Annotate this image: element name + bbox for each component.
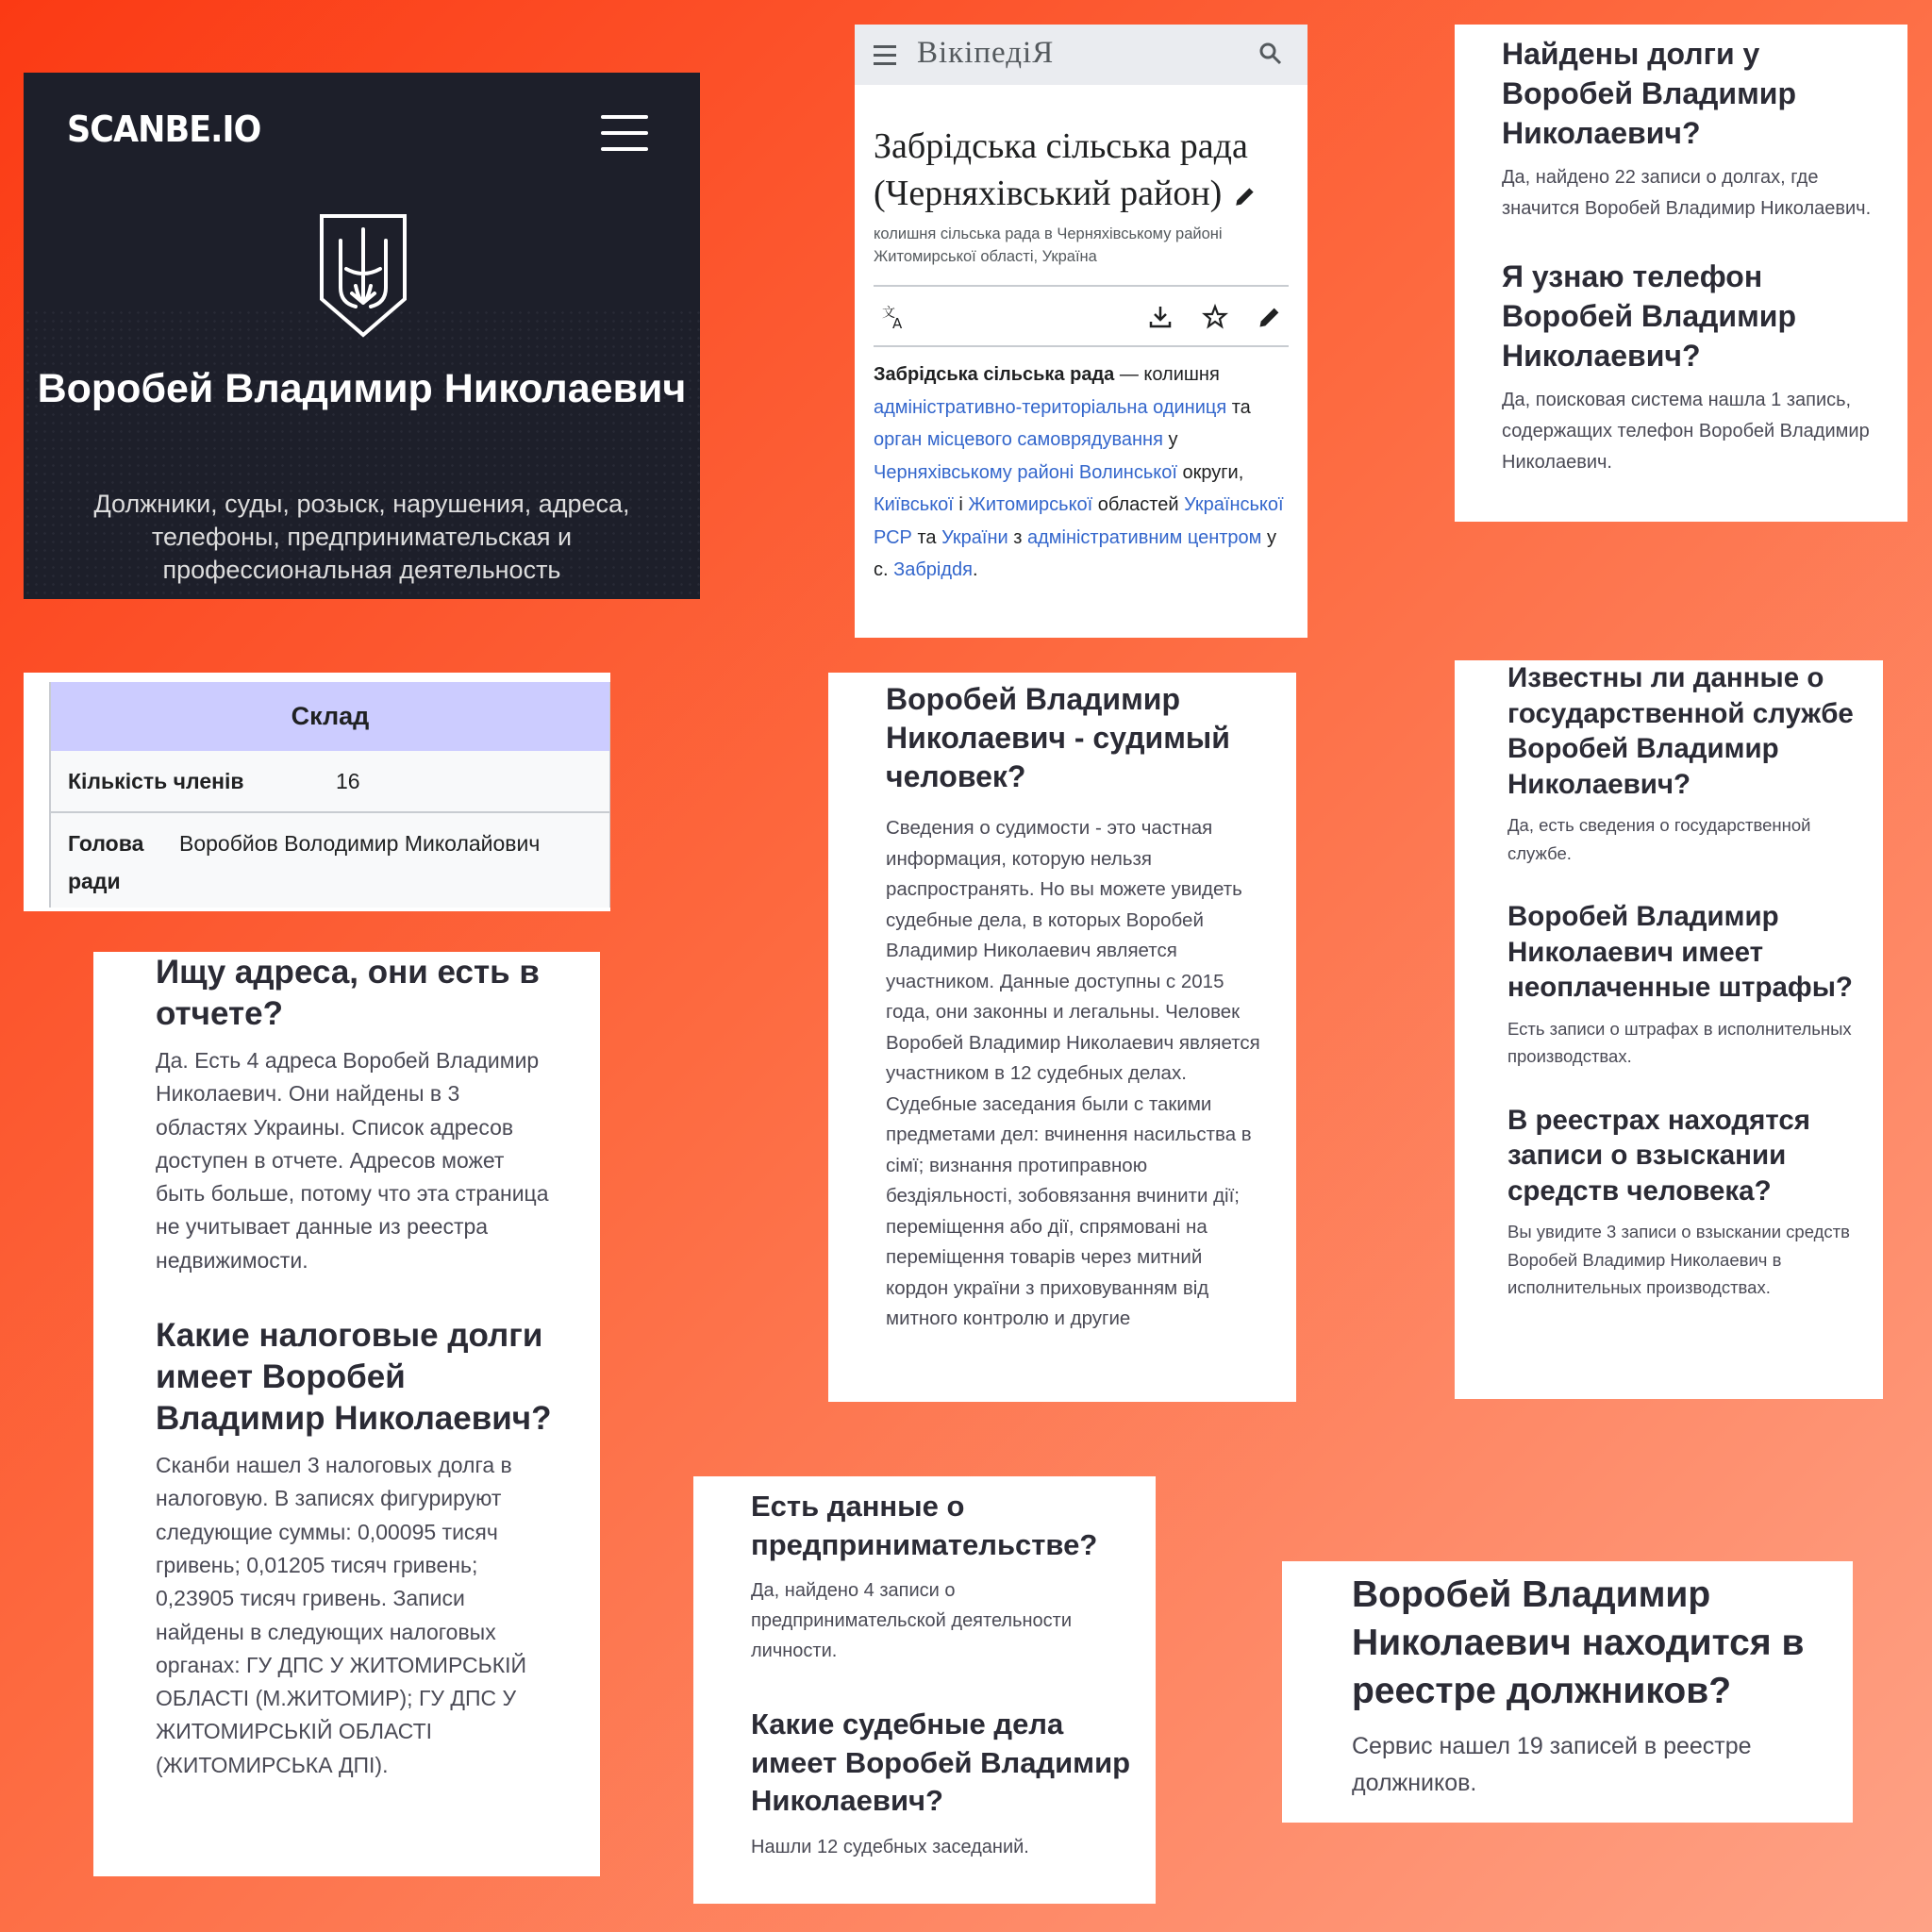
body-text: — колишня [1114, 364, 1220, 385]
body-text: та [1226, 396, 1251, 418]
faq-answer: Да, найдено 22 записи о долгах, где значится Воробей Владимир Николаевич. [1502, 167, 1872, 219]
faq-question: Воробей Владимир Николаевич - судимый человек? [886, 682, 1230, 793]
body-text: та [911, 526, 942, 548]
faq-question: Какие судебные дела имеет Воробей Владимир Николаевич? [751, 1707, 1131, 1817]
faq-question: Воробей Владимир Николаевич находится в реестре должников? [1352, 1574, 1805, 1711]
link-ukraine[interactable]: України [941, 526, 1008, 548]
wiki-header-bar [855, 25, 1307, 85]
head-label: Голова [68, 831, 144, 856]
pencil-icon[interactable] [1233, 184, 1257, 208]
link-kyiv-oblast[interactable]: Київської [874, 494, 954, 515]
debts-phone-card [1455, 25, 1907, 522]
body-text: областей [1092, 494, 1185, 515]
article-bold-term: Забрідська сільська рада [874, 364, 1115, 385]
article-body [874, 358, 1289, 587]
faq-answer: Да, есть сведения о государственной службе. [1507, 815, 1811, 863]
download-icon[interactable] [1147, 304, 1174, 330]
link-local-government[interactable]: орган місцевого самоврядування [874, 429, 1163, 450]
body-text: . [972, 559, 978, 580]
faq-answer: Сведения о судимости - это частная информация, которую нельзя распространять. Но вы можете увидеть судебные дела, в которых Воробей Владимир Николаевич является участником. Данные доступны с 2015 года, они законны и легальны. Человек Воробей Владимир Николаевич является участником в 12 судебных делах. Судебные заседания были с такими предметами дел: вчинення насильства в сімї; визнання протиправною бездіяльності, зобовязання вчинити дії; переміщення або дії, спрямовані на переміщення товарів через митний кордон україни з приховуванням від митного контролю и другие [886, 817, 1260, 1329]
faq-question: В реестрах находятся записи о взыскании средств человека? [1507, 1104, 1810, 1207]
svg-text:文: 文 [882, 306, 895, 321]
faq-answer: Да, поисковая система нашла 1 запись, содержащих телефон Воробей Владимир Николаевич. [1502, 390, 1870, 473]
faq-question: Какие налоговые долги имеет Воробей Владимир Николаевич? [156, 1317, 552, 1438]
link-ukrainian-ssr[interactable]: Української РСР [874, 494, 1284, 548]
link-admin-unit[interactable]: адміністративно-територіальна одиниця [874, 396, 1227, 418]
addresses-tax-card [93, 952, 600, 1876]
link-village[interactable]: Забрідdя [893, 559, 973, 580]
menu-icon[interactable] [874, 45, 896, 71]
wikipedia-card [855, 25, 1307, 638]
wikipedia-logo[interactable]: ВікіпедіЯ [917, 36, 1055, 70]
members-label: Кількість членів [68, 769, 244, 793]
scanbe-logo[interactable]: SCANBE.IO [67, 108, 261, 150]
translate-icon[interactable] [881, 304, 908, 330]
body-text: у [1162, 429, 1178, 450]
faq-answer: Сервис нашел 19 записей в реестре должников. [1352, 1733, 1752, 1796]
link-raion[interactable]: Черняхівському районі Волинської [874, 461, 1177, 483]
business-court-card [693, 1476, 1156, 1904]
faq-answer: Есть записи о штрафах в исполнительных производствах. [1507, 1018, 1852, 1066]
faq-question: Ищу адреса, они есть в отчете? [156, 954, 540, 1032]
faq-question: Известны ли данные о государственной службе Воробей Владимир Николаевич? [1507, 662, 1854, 800]
scanbe-hero-card [24, 73, 700, 599]
hamburger-menu-icon[interactable] [601, 115, 648, 151]
body-text: округи, [1176, 461, 1244, 483]
faq-answer: Вы увидите 3 записи о взыскании средств Воробей Владимир Николаевич в исполнительных производствах. [1507, 1222, 1850, 1297]
svg-text:A: A [892, 315, 903, 330]
article-description: колишня сільська рада в Черняхівському районі Житомирської області, Україна [874, 225, 1223, 265]
table-row [51, 813, 609, 908]
faq-answer: Нашли 12 судебных заседаний. [751, 1836, 1029, 1857]
link-zhytomyr-oblast[interactable]: Житомирської [968, 494, 1093, 515]
link-admin-center[interactable]: адміністративним центром [1026, 526, 1262, 548]
composition-table [49, 682, 610, 908]
head-label-line2: ради [68, 869, 121, 893]
faq-question: Я узнаю телефон Воробей Владимир Николаевич? [1502, 259, 1796, 373]
article-title-text: Забрідська сільська рада (Черняхівський район) [874, 126, 1248, 213]
body-text: у с. [874, 526, 1276, 580]
table-header: Склад [51, 682, 609, 751]
faq-question: Есть данные о предпринимательстве? [751, 1490, 1098, 1561]
edit-pencil-icon[interactable] [1257, 304, 1283, 330]
body-text: і [953, 494, 969, 515]
body-text: з [1008, 526, 1027, 548]
debtor-registry-card [1282, 1561, 1853, 1823]
faq-question: Воробей Владимир Николаевич имеет неоплаченные штрафы? [1507, 901, 1853, 1003]
search-icon[interactable] [1258, 42, 1283, 66]
article-toolbar [874, 285, 1289, 347]
council-composition-card [24, 673, 610, 911]
faq-answer: Сканби нашел 3 налоговых долга в налоговую. В записях фигурируют следующие суммы: 0,00095 тисяч гривень; 0,01205 тисяч гривень; 0,23905 тисяч гривень. Записи найдены в следующих налоговых органах: ГУ ДПС У ЖИТОМИРСЬКІЙ ОБЛАСТІ (М.ЖИТОМИР); ГУ ДПС У ЖИТОМИРСЬКІЙ ОБЛАСТІ (ЖИТОМИРСЬКА ДПІ). [156, 1453, 527, 1777]
table-row [51, 751, 609, 813]
star-icon[interactable] [1202, 304, 1228, 330]
faq-answer: Да, найдено 4 записи о предпринимательской деятельности личности. [751, 1580, 1072, 1661]
faq-answer: Да. Есть 4 адреса Воробей Владимир Николаевич. Они найдены в 3 областях Украины. Список адресов доступен в отчете. Адресов может быть больше, потому что эта страница не учитывает данные из реестра недвижимости. [156, 1048, 549, 1273]
head-value: Воробйов Володимир Миколайович [179, 831, 541, 856]
criminal-record-card [828, 673, 1296, 1402]
hero-subtitle: Должники, суды, розыск, нарушения, адреса, телефоны, предпринимательская и профессиональная деятельность [93, 490, 630, 584]
members-value: 16 [336, 769, 360, 793]
article-title [874, 123, 1289, 217]
person-name-heading: Воробей Владимир Николаевич [37, 366, 687, 411]
trident-crest-icon [318, 212, 408, 339]
civil-service-card [1455, 660, 1883, 1399]
faq-question: Найдены долги у Воробей Владимир Николаевич? [1502, 37, 1796, 150]
